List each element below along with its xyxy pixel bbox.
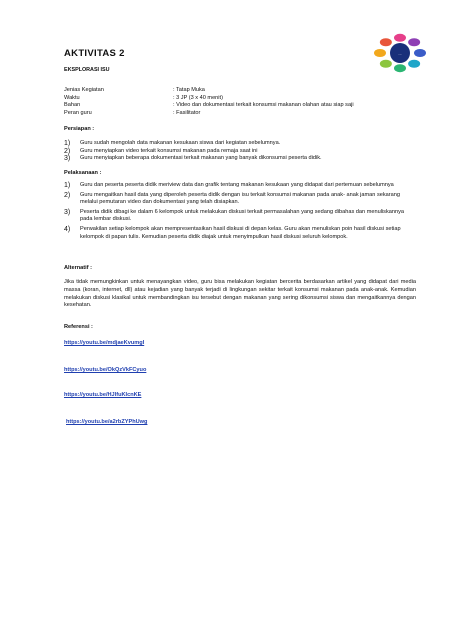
info-value: : Tatap Muka — [173, 87, 205, 93]
info-row — [64, 102, 354, 110]
info-row — [64, 110, 354, 118]
info-label: Jenias Kegiatan — [64, 87, 104, 93]
info-table — [64, 87, 354, 117]
info-row — [64, 87, 354, 95]
list-text: Perwakilan setiap kelompok akan mempresentasikan hasil diskusi di depan kelas. Guru akan menuliskan poin hasil diskusi setiap kelompok di papan tulis. Kemudian peserta didik diajak untuk menyimpulkan hasil diskusi seluruh kelompok. — [80, 225, 401, 240]
alternatif-paragraph: Jika tidak memungkinkan untuk menayangkan video, guru bisa melakukan kegiatan bercerita berdasarkan artikel yang didapat dari media massa (koran, internet, dll) atau kejadian yang banyak terjadi di lingkungan sekitar terkait konsumsi makanan pada anak-anak. Kemudian melakukan diskusi klasikal untuk membandingkan isu tersebut dengan makanan yang sering dikonsumsi siswa dan mengaitkannya dengan kesehatan. — [64, 279, 416, 309]
list-item — [64, 226, 416, 241]
list-text: Guru menyiapkan beberapa dokumentasi terkait makanan yang banyak dikonsumsi peserta didik. — [80, 155, 322, 162]
list-number: 2) — [64, 191, 71, 199]
info-value: : Fasilitator — [173, 109, 201, 116]
list-number: 3) — [64, 208, 71, 216]
list-text: Guru sudah mengolah data makanan kesukaan siswa dari kegiatan sebelumnya. — [80, 140, 281, 146]
list-item — [64, 155, 416, 163]
pelaksanaan-heading: Pelaksanaan : — [64, 170, 102, 176]
list-item — [64, 192, 416, 207]
page-title: AKTIVITAS 2 — [64, 48, 125, 59]
diagram-node — [380, 60, 392, 68]
reference-link[interactable]: https://youtu.be/mdjaeKvumgI — [64, 340, 145, 346]
list-text: Peserta didik dibagi ke dalam 6 kelompok untuk melakukan diskusi terkait permasalahan yang sedang dibahas dan menuliskannya pada lembar diskusi. — [80, 208, 405, 223]
list-item — [64, 140, 416, 148]
list-text: Guru mengaitkan hasil data yang diperoleh peserta didik dengan isu terkait konsumsi makanan pada anak- anak jaman sekarang melalui pemutaran video dan dokumentasi yang telah disiapkan. — [80, 191, 400, 206]
list-number: 4) — [64, 225, 71, 233]
info-value: : 3 JP (3 x 40 menit) — [173, 94, 223, 101]
reference-link[interactable]: https://youtu.be/OkQzVkFCyuo — [64, 367, 147, 373]
persiapan-heading: Persiapan : — [64, 126, 95, 132]
info-row — [64, 95, 354, 103]
diagram-graphic — [371, 30, 429, 76]
info-value: : Video dan dokumentasi terkait konsumsi makanan olahan atau siap saji — [173, 102, 354, 109]
diagram-center-label: ... — [398, 50, 402, 56]
diagram-node — [380, 38, 392, 46]
referensi-heading: Referensi : — [64, 324, 93, 330]
diagram-node — [408, 38, 420, 46]
diagram-node — [394, 64, 406, 72]
diagram-node — [408, 60, 420, 68]
pelaksanaan-list — [64, 182, 416, 241]
persiapan-list — [64, 140, 416, 163]
diagram-node — [414, 49, 426, 57]
info-label: Bahan — [64, 102, 81, 109]
list-number: 1) — [64, 182, 71, 189]
list-number: 2) — [64, 147, 71, 155]
reference-link[interactable]: https://youtu.be/a2rbZYPhUwg — [66, 419, 148, 425]
list-item — [64, 182, 416, 190]
list-number: 3) — [64, 155, 71, 163]
list-text: Guru menyiapkan video terkait konsumsi makanan pada remaja saat ini — [80, 147, 258, 154]
info-label: Peran guru — [64, 109, 92, 116]
info-label: Waktu — [64, 94, 80, 101]
diagram-node — [394, 34, 406, 42]
list-item — [64, 148, 416, 156]
reference-link[interactable]: https://youtu.be/HJlfuKIcnKE — [64, 392, 142, 398]
diagram-node — [374, 49, 386, 57]
page-subtitle: EKSPLORASI ISU — [64, 67, 110, 73]
list-text: Guru dan peserta peserta didik meriview data dan grafik tentang makanan kesukaan yang didapat dari pertemuan sebelumnya — [80, 182, 394, 188]
alternatif-heading: Alternatif : — [64, 265, 92, 271]
list-item — [64, 209, 416, 224]
list-number: 1) — [64, 140, 71, 147]
